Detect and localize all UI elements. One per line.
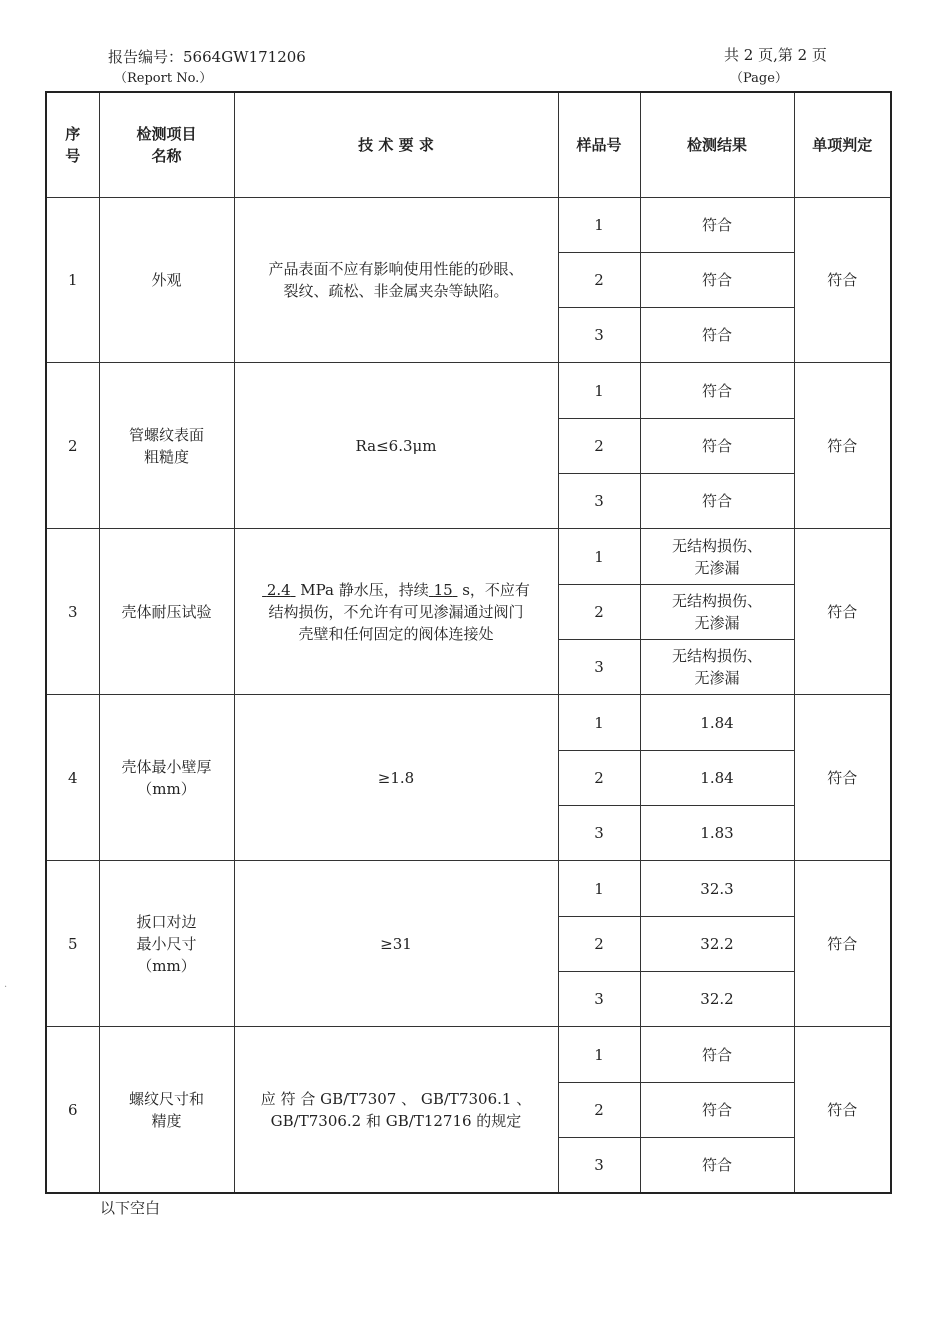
report-number	[108, 48, 306, 66]
row-requirement-line: 结构损伤，不允许有可见渗漏通过阀门	[268, 602, 524, 621]
row-item-name-line: 精度	[151, 1111, 182, 1130]
sample-result	[640, 1138, 794, 1193]
row-requirement-line: 产品表面不应有影响使用性能的砂眼、	[268, 259, 524, 278]
row-item-name	[99, 1027, 234, 1193]
sample-result	[640, 695, 794, 750]
sample-number: 1	[558, 363, 640, 418]
sample-result	[640, 640, 794, 695]
row-judgment: 符合	[794, 529, 891, 695]
row-seq: 2	[46, 363, 99, 529]
row-judgment: 符合	[794, 197, 891, 363]
row-item-name	[99, 861, 234, 1027]
sample-result-line: 无结构损伤、	[671, 647, 762, 666]
sample-number: 3	[558, 972, 640, 1027]
row-requirement-line: 裂纹、疏松、非金属夹杂等缺陷。	[283, 281, 509, 300]
requirement-text: MPa 静水压，持续	[295, 580, 429, 599]
sample-result	[640, 1027, 794, 1082]
row-seq: 1	[46, 197, 99, 363]
row-requirement	[234, 363, 558, 529]
sample-number: 3	[558, 640, 640, 695]
row-item-name-line: 壳体耐压试验	[121, 602, 212, 621]
row-item-name-line: （mm）	[137, 779, 196, 798]
table-row	[46, 1027, 891, 1082]
sample-number: 2	[558, 252, 640, 307]
table-row	[46, 529, 891, 584]
sample-result-line: 符合	[701, 215, 732, 234]
row-item-name-line: 管螺纹表面	[128, 425, 204, 444]
sample-result-line: 符合	[701, 1100, 732, 1119]
sample-number: 1	[558, 1027, 640, 1082]
row-item-name-line: （mm）	[137, 956, 196, 975]
row-item-name-line: 扳口对边	[136, 912, 197, 931]
report-number-value: 5664GW171206	[183, 48, 306, 66]
col-item-header-line: 检测项目	[136, 124, 197, 143]
col-requirement-header: 技 术 要 求	[234, 92, 558, 197]
sample-result	[640, 916, 794, 971]
pressure-value: 2.4	[266, 580, 291, 599]
row-requirement-line: 应 符 合 GB/T7307 、 GB/T7306.1 、	[260, 1089, 532, 1108]
sample-result	[640, 418, 794, 473]
report-number-label: 报告编号：	[108, 48, 184, 66]
sample-result	[640, 197, 794, 252]
table-row	[46, 695, 891, 750]
row-requirement	[234, 197, 558, 363]
row-item-name-line: 螺纹尺寸和	[128, 1089, 204, 1108]
sample-number: 1	[558, 197, 640, 252]
sample-number: 2	[558, 750, 640, 805]
sample-result	[640, 861, 794, 916]
sample-result	[640, 972, 794, 1027]
sample-result-line: 符合	[701, 381, 732, 400]
sample-result-line: 1.83	[700, 824, 734, 843]
col-seq-header	[46, 92, 99, 197]
sample-result-line: 32.2	[700, 934, 734, 953]
table-header-row	[46, 92, 891, 197]
row-item-name	[99, 363, 234, 529]
margin-mark: ·	[4, 982, 8, 993]
sample-result-line: 无结构损伤、	[671, 591, 762, 610]
col-seq-header-line: 号	[65, 146, 81, 165]
sample-result-line: 符合	[701, 1156, 732, 1175]
row-requirement-line: ≥31	[380, 934, 412, 953]
table-row	[46, 197, 891, 252]
sample-result-line: 无渗漏	[694, 613, 740, 632]
report-number-en: （Report No.）	[114, 71, 213, 86]
sample-number: 3	[558, 1138, 640, 1193]
col-judgment-header: 单项判定	[794, 92, 891, 197]
sample-result-line: 1.84	[700, 768, 734, 787]
col-item-header	[99, 92, 234, 197]
sample-result-line: 符合	[701, 436, 732, 455]
row-item-name	[99, 695, 234, 861]
sample-result	[640, 750, 794, 805]
sample-result-line: 1.84	[700, 713, 734, 732]
page-indicator: 共 2 页,第 2 页	[724, 46, 827, 64]
row-requirement	[234, 529, 558, 695]
sample-number: 2	[558, 1082, 640, 1137]
sample-number: 1	[558, 695, 640, 750]
col-seq-header-line: 序	[65, 124, 81, 143]
sample-result	[640, 1082, 794, 1137]
row-requirement	[234, 1027, 558, 1193]
table-body	[46, 197, 891, 1193]
sample-result-line: 无渗漏	[694, 558, 740, 577]
duration-value: 15	[433, 580, 453, 599]
sample-result	[640, 363, 794, 418]
sample-number: 2	[558, 584, 640, 639]
sample-number: 2	[558, 418, 640, 473]
row-item-name-line: 最小尺寸	[136, 934, 197, 953]
row-seq: 3	[46, 529, 99, 695]
table-row	[46, 363, 891, 418]
col-sample-header: 样品号	[558, 92, 640, 197]
table-row	[46, 861, 891, 916]
row-item-name-line: 壳体最小壁厚	[121, 757, 212, 776]
sample-result-line: 32.2	[700, 990, 734, 1009]
sample-result-line: 符合	[701, 326, 732, 345]
row-judgment: 符合	[794, 695, 891, 861]
col-result-header: 检测结果	[640, 92, 794, 197]
row-seq: 6	[46, 1027, 99, 1193]
row-judgment: 符合	[794, 1027, 891, 1193]
row-seq: 4	[46, 695, 99, 861]
sample-result	[640, 474, 794, 529]
inspection-table	[45, 91, 892, 1194]
col-item-header-line: 名称	[151, 146, 182, 165]
sample-result	[640, 806, 794, 861]
sample-result-line: 32.3	[700, 879, 734, 898]
row-requirement-line: GB/T7306.2 和 GB/T12716 的规定	[270, 1111, 522, 1130]
row-requirement-line: Ra≤6.3μm	[355, 436, 437, 455]
sample-number: 2	[558, 916, 640, 971]
row-requirement-line: 壳壁和任何固定的阀体连接处	[298, 624, 494, 643]
row-judgment: 符合	[794, 861, 891, 1027]
sample-result-line: 无渗漏	[694, 669, 740, 688]
sample-result-line: 符合	[701, 270, 732, 289]
sample-result-line: 无结构损伤、	[671, 536, 762, 555]
requirement-text: s，不应有	[457, 580, 530, 599]
sample-number: 1	[558, 861, 640, 916]
sample-result-line: 符合	[701, 1045, 732, 1064]
row-item-name	[99, 197, 234, 363]
sample-result	[640, 252, 794, 307]
page-indicator-en: （Page）	[730, 71, 788, 86]
row-requirement-line	[239, 579, 554, 601]
sample-number: 3	[558, 806, 640, 861]
sample-number: 1	[558, 529, 640, 584]
row-requirement-line: ≥1.8	[377, 768, 415, 787]
row-requirement	[234, 695, 558, 861]
sample-result-line: 符合	[701, 492, 732, 511]
sample-number: 3	[558, 308, 640, 363]
sample-result	[640, 584, 794, 639]
sample-result	[640, 529, 794, 584]
row-seq: 5	[46, 861, 99, 1027]
blank-below-note: 以下空白	[100, 1199, 161, 1217]
row-requirement	[234, 861, 558, 1027]
row-item-name	[99, 529, 234, 695]
row-item-name-line: 外观	[151, 270, 182, 289]
row-item-name-line: 粗糙度	[143, 447, 189, 466]
sample-result	[640, 308, 794, 363]
sample-number: 3	[558, 474, 640, 529]
row-judgment: 符合	[794, 363, 891, 529]
